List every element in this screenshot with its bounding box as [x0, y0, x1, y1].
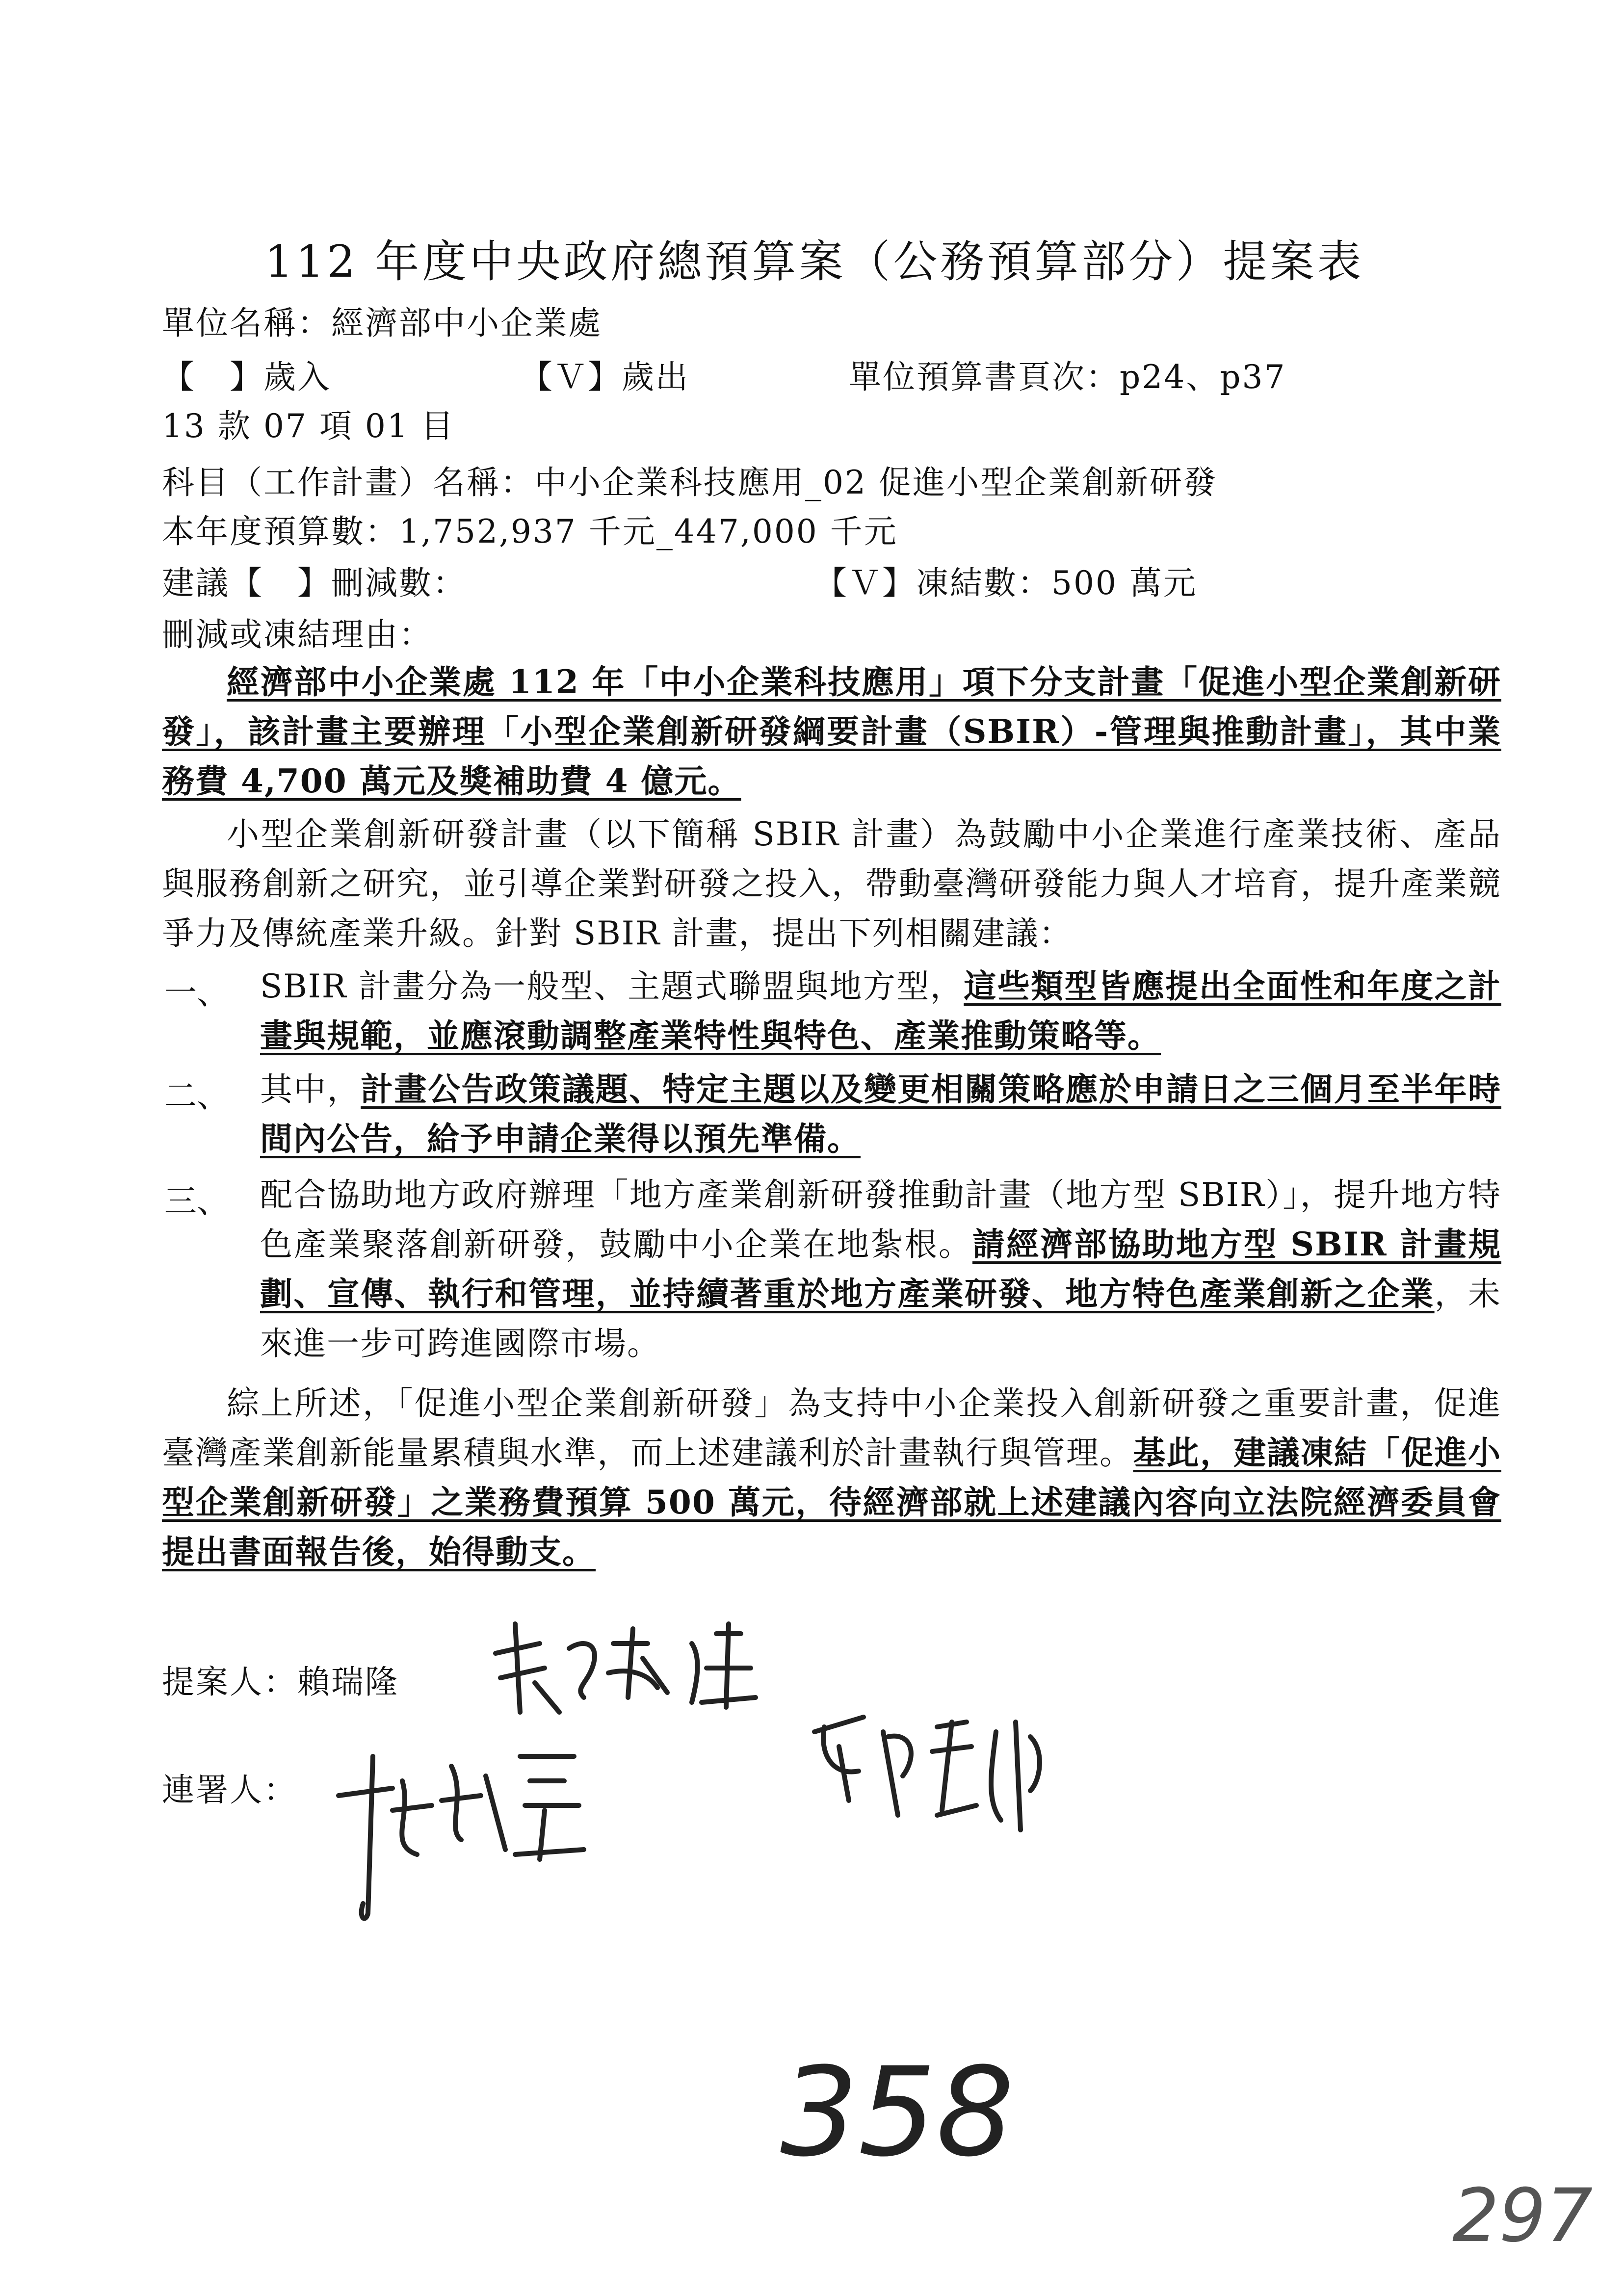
- cosigner-label: 連署人：: [162, 1771, 297, 1809]
- subject-name: 科目（工作計畫）名稱：中小企業科技應用_02 促進小型企業創新研發: [162, 464, 1217, 501]
- item-2-emphasis: 計畫公告政策議題、特定主題以及變更相關策略應於申請日之三個月至半年時間內公告，給予申請企業得以預先準備。: [260, 1070, 1502, 1158]
- cut-amount: 建議【 】刪減數：: [162, 564, 467, 602]
- expense-option: 【Ｖ】歲出: [520, 358, 689, 396]
- cosigner-signature-1: [319, 1737, 594, 1923]
- freeze-amount: 【Ｖ】凍結數：500 萬元: [814, 564, 1197, 602]
- conclusion-emphasis: 基此，建議凍結「促進小型企業創新研發」之業務費預算 500 萬元，待經濟部就上述建議內容向立法院經濟委員會提出書面報告後，始得動支。: [162, 1434, 1502, 1571]
- item-1: [260, 962, 1501, 1061]
- item-3-number: 三、: [164, 1182, 229, 1220]
- item-3-tail: ，未來進一步可跨進國際市場。: [260, 1275, 1502, 1362]
- budget-amount: 本年度預算數：1,752,937 千元_447,000 千元: [162, 513, 898, 550]
- unit-name: 單位名稱：經濟部中小企業處: [162, 304, 602, 342]
- item-1-text: SBIR 計畫分為一般型、主題式聯盟與地方型，: [260, 967, 964, 1005]
- proposer-signature: [486, 1614, 760, 1727]
- conclusion-text: 綜上所述，「促進小型企業創新研發」為支持中小企業投入創新研發之重要計畫，促進臺灣產業創新能量累積與水準，而上述建議利於計畫執行與管理。: [162, 1384, 1501, 1472]
- item-3: [260, 1170, 1501, 1368]
- conclusion-paragraph: [162, 1379, 1501, 1577]
- intro-paragraph: [162, 657, 1501, 806]
- item-3-emphasis: 請經濟部協助地方型 SBIR 計畫規劃、宣傳、執行和管理，並持續著重於地方產業研發、地方特色產業創新之企業: [260, 1225, 1502, 1313]
- proposer-label: 提案人：賴瑞隆: [162, 1663, 399, 1701]
- item-1-number: 一、: [164, 974, 229, 1012]
- reason-label: 刪減或凍結理由：: [162, 616, 433, 653]
- intro-text: 經濟部中小企業處 112 年「中小企業科技應用」項下分支計畫「促進小型企業創新研發」，該計畫主要辦理「小型企業創新研發綱要計畫（SBIR）-管理與推動計畫」，其中業務費 4,700 萬元及獎補助費 4 億元。: [162, 663, 1501, 800]
- item-2-number: 二、: [164, 1077, 229, 1115]
- budget-pages: 單位預算書頁次：p24、p37: [849, 358, 1286, 396]
- item-1-emphasis: 這些類型皆應提出全面性和年度之計畫與規範，並應滾動調整產業特性與特色、產業推動策略等。: [260, 967, 1501, 1055]
- sbir-description: 小型企業創新研發計畫（以下簡稱 SBIR 計畫）為鼓勵中小企業進行產業技術、產品與服務創新之研究，並引導企業對研發之投入，帶動臺灣研發能力與人才培育，提升產業競爭力及傳統產業升級。針對 SBIR 計畫，提出下列相關建議：: [162, 815, 1501, 952]
- item-code: 13 款 07 項 01 目: [162, 407, 455, 445]
- cosigner-signature-2: [805, 1702, 1060, 1850]
- page-number-corner: 297: [1452, 2173, 1593, 2259]
- page-number-center: 358: [780, 2041, 1015, 2184]
- revenue-option: 【 】歲入: [162, 358, 331, 396]
- item-2: [260, 1065, 1501, 1164]
- item-2-text: 其中，: [260, 1070, 361, 1108]
- page-title: 112 年度中央政府總預算案（公務預算部分）提案表: [265, 236, 1364, 287]
- item-3-text: 配合協助地方政府辦理「地方產業創新研發推動計畫（地方型 SBIR）」，提升地方特色產業聚落創新研發，鼓勵中小企業在地紮根。: [260, 1176, 1501, 1263]
